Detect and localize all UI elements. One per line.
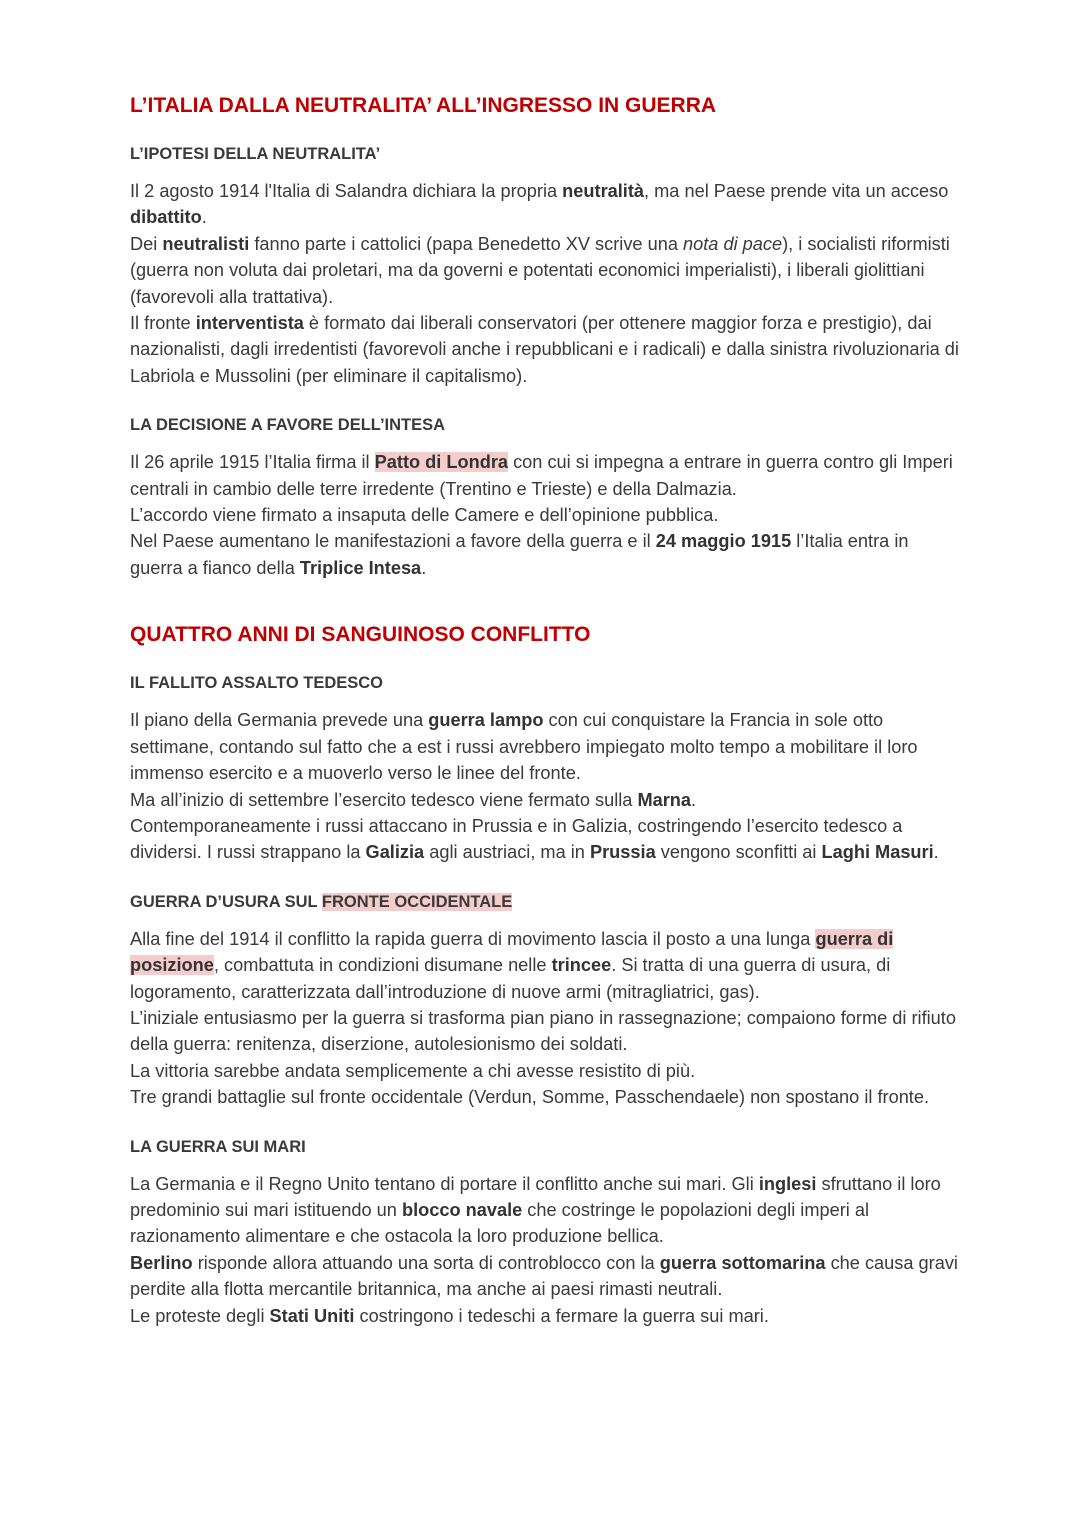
paragraph: Le proteste degli Stati Uniti costringono i tedeschi a fermare la guerra sui mari.	[130, 1305, 769, 1326]
paragraph: L’accordo viene firmato a insaputa delle Camere e dell’opinione pubblica.	[130, 505, 719, 526]
paragraph: L’iniziale entusiasmo per la guerra si trasforma pian piano in rassegnazione; compaiono forme di rifiuto della guerra: renitenza, diserzione, autolesionismo dei soldati.	[130, 1007, 956, 1055]
highlight-guerra-di-posizione: guerra di posizione	[130, 928, 894, 976]
paragraph: Il fronte interventista è formato dai liberali conservatori (per ottenere maggior forza e prestigio), dai nazionalisti, dagli irredentisti (favorevoli anche i repubblicani e i radicali) e dalla sinistra rivoluzionaria di Labriola e Mussolini (per eliminare il capitalismo).	[130, 313, 959, 386]
paragraph: Ma all’inizio di settembre l’esercito tedesco viene fermato sulla Marna.	[130, 789, 697, 810]
document-page	[130, 92, 960, 1329]
paragraph: Il piano della Germania prevede una guerra lampo con cui conquistare la Francia in sole otto settimane, contando sul fatto che a est i russi avrebbero impiegato molto tempo a mobilitare il loro immenso esercito e a muoverlo verso le linee del fronte.	[130, 710, 918, 784]
subheading-neutralita: L’IPOTESI DELLA NEUTRALITA’	[130, 145, 381, 163]
subheading-decisione-intesa: LA DECISIONE A FAVORE DELL’INTESA	[130, 416, 446, 435]
paragraph: Alla fine del 1914 il conflitto la rapida guerra di movimento lascia il posto a una lunga guerra di posizione, combattuta in condizioni disumane nelle trincee. Si tratta di una guerra di usura, di logoramento, caratterizzata dall’introduzione di nuove armi (mitragliatrici, gas).	[130, 928, 894, 1002]
highlight-patto-di-londra: Patto di Londra	[374, 452, 509, 473]
section-title-conflitto: QUATTRO ANNI DI SANGUINOSO CONFLITTO	[130, 623, 591, 647]
section-title-italia: L’ITALIA DALLA NEUTRALITA’ ALL’INGRESSO IN GUERRA	[130, 94, 717, 117]
paragraph: Il 2 agosto 1914 l'Italia di Salandra dichiara la propria neutralità, ma nel Paese prende vita un acceso dibattito.	[130, 181, 949, 228]
paragraph: Dei neutralisti fanno parte i cattolici (papa Benedetto XV scrive una nota di pace), i socialisti riformisti (guerra non voluta dai proletari, ma da governi e potentati economici imperialisti), i liberali giolittiani (favorevoli alla trattativa).	[130, 233, 950, 307]
paragraph: La vittoria sarebbe andata semplicemente a chi avesse resistito di più.	[130, 1060, 696, 1081]
subheading-fronte-occidentale: GUERRA D’USURA SUL FRONTE OCCIDENTALE	[130, 892, 513, 911]
paragraph: La Germania e il Regno Unito tentano di portare il conflitto anche sui mari. Gli inglesi sfruttano il loro predominio sui mari istituendo un blocco navale che costringe le popolazioni degli imperi al razionamento alimentare e che ostacola la loro produzione bellica.	[130, 1173, 941, 1247]
paragraph: Berlino risponde allora attuando una sorta di controblocco con la guerra sottomarina che causa gravi perdite alla flotta mercantile britannica, ma anche ai paesi rimasti neutrali.	[130, 1252, 958, 1300]
paragraph: Il 26 aprile 1915 l’Italia firma il Patto di Londra con cui si impegna a entrare in guerra contro gli Imperi centrali in cambio delle terre irredente (Trentino e Trieste) e della Dalmazia.	[130, 452, 953, 499]
highlight-fronte-occidentale: FRONTE OCCIDENTALE	[321, 892, 513, 911]
subheading-assalto-tedesco: IL FALLITO ASSALTO TEDESCO	[130, 674, 384, 693]
paragraph: Tre grandi battaglie sul fronte occidentale (Verdun, Somme, Passchendaele) non spostano il fronte.	[130, 1087, 930, 1108]
paragraph: Nel Paese aumentano le manifestazioni a favore della guerra e il 24 maggio 1915 l’Italia entra in guerra a fianco della Triplice Intesa.	[130, 531, 909, 578]
subheading-guerra-sui-mari: LA GUERRA SUI MARI	[130, 1137, 306, 1156]
paragraph: Contemporaneamente i russi attaccano in Prussia e in Galizia, costringendo l’esercito tedesco a dividersi. I russi strappano la Galizia agli austriaci, ma in Prussia vengono sconfitti ai Laghi Masuri.	[130, 815, 939, 863]
